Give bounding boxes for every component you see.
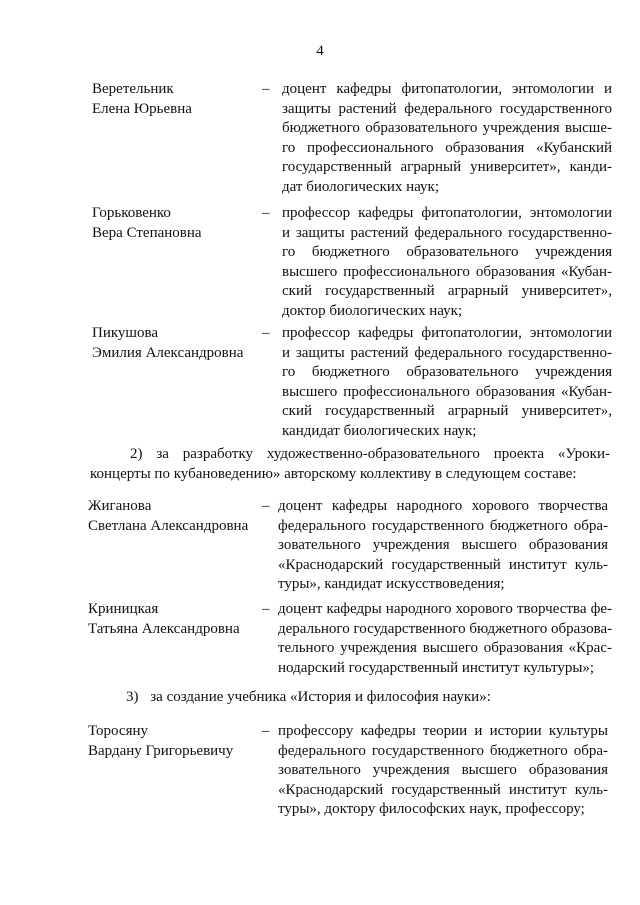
section-text: за создание учебника «История и философия науки»: (150, 689, 491, 705)
description-line: высшего профессионального образования «Кубан- (282, 263, 612, 280)
person-name (88, 600, 240, 639)
dash: – (262, 325, 270, 341)
description-line: дат биологических наук; (282, 178, 440, 195)
description-line: «Краснодарский государственный институт куль- (278, 556, 608, 573)
given-names: Светлана Александровна (88, 517, 249, 534)
page-number: 4 (316, 43, 324, 59)
description (278, 497, 608, 595)
given-names: Елена Юрьевна (92, 100, 192, 117)
given-names: Эмилия Александровна (92, 344, 244, 361)
paragraph-line: концерты по кубановедению» авторскому коллективу в следующем составе: (90, 465, 577, 482)
description-line: федерального государственного бюджетного обра- (278, 517, 608, 534)
person-name (88, 722, 233, 761)
description-line: нодарский государственный институт культуры»; (278, 659, 595, 676)
description-line: государственный аграрный университет», канди- (282, 159, 612, 175)
description-line: ский государственный аграрный университет», (282, 403, 612, 419)
description-line: профессору кафедры теории и истории культуры (278, 723, 608, 739)
description-line: защиты растений федерального государственного (282, 100, 612, 117)
description-line: доцент кафедры народного хорового творчества фе- (278, 601, 612, 617)
description-line: доцент кафедры народного хорового творчества (278, 498, 608, 514)
description-line: профессор кафедры фитопатологии, энтомологии (282, 325, 612, 341)
description-line: дерального государственного бюджетного образова- (278, 620, 613, 637)
description-line: го бюджетного образовательного учреждения (282, 244, 612, 260)
description-line: и защиты растений федерального государственно- (282, 344, 612, 361)
description-line: и защиты растений федерального государственно- (282, 224, 612, 241)
description-line: го профессионального образования «Кубанский (282, 139, 612, 156)
description-line: туры», доктору философских наук, профессору; (278, 801, 585, 817)
description-line: федерального государственного бюджетного обра- (278, 742, 608, 759)
section-number: 3) (126, 689, 139, 705)
description-line: ский государственный аграрный университет», (282, 283, 612, 299)
surname: Веретельник (92, 81, 174, 97)
description-line: зовательного учреждения высшего образования (278, 762, 608, 778)
description-line: бюджетного образовательного учреждения высше- (282, 120, 612, 136)
surname: Криницкая (88, 601, 159, 617)
description (282, 204, 612, 321)
description (282, 80, 612, 197)
surname: Пикушова (92, 325, 159, 341)
section-3-heading (126, 688, 491, 708)
person-name (88, 497, 248, 536)
description (278, 600, 612, 678)
paragraph-line: 2) за разработку художественно-образовательного проекта «Уроки- (130, 446, 610, 462)
person-name (92, 80, 192, 119)
description-line: кандидат биологических наук; (282, 422, 477, 439)
given-names: Вера Степановна (92, 224, 202, 241)
dash: – (262, 498, 270, 514)
description-line: доцент кафедры фитопатологии, энтомологии и (282, 81, 612, 97)
surname: Жиганова (88, 498, 152, 514)
surname: Торосяну (88, 723, 148, 739)
description-line: «Краснодарский государственный институт куль- (278, 781, 608, 798)
description-line: профессор кафедры фитопатологии, энтомологии (282, 205, 612, 221)
description-line: го бюджетного образовательного учреждения (282, 364, 612, 380)
dash: – (262, 601, 270, 617)
description-line: тельного учреждения высшего образования «Крас- (278, 640, 612, 656)
person-name (92, 324, 243, 363)
person-name (92, 204, 202, 243)
surname: Горьковенко (92, 205, 171, 221)
dash: – (262, 81, 270, 97)
description-line: туры», кандидат искусствоведения; (278, 576, 505, 592)
section-2-paragraph (90, 445, 610, 484)
given-names: Татьяна Александровна (88, 620, 240, 637)
given-names: Вардану Григорьевичу (88, 742, 234, 759)
description (278, 722, 608, 820)
dash: – (262, 205, 270, 221)
description-line: высшего профессионального образования «Кубан- (282, 383, 612, 400)
description-line: зовательного учреждения высшего образования (278, 537, 608, 553)
description-line: доктор биологических наук; (282, 302, 463, 319)
description (282, 324, 612, 441)
dash: – (262, 723, 270, 739)
